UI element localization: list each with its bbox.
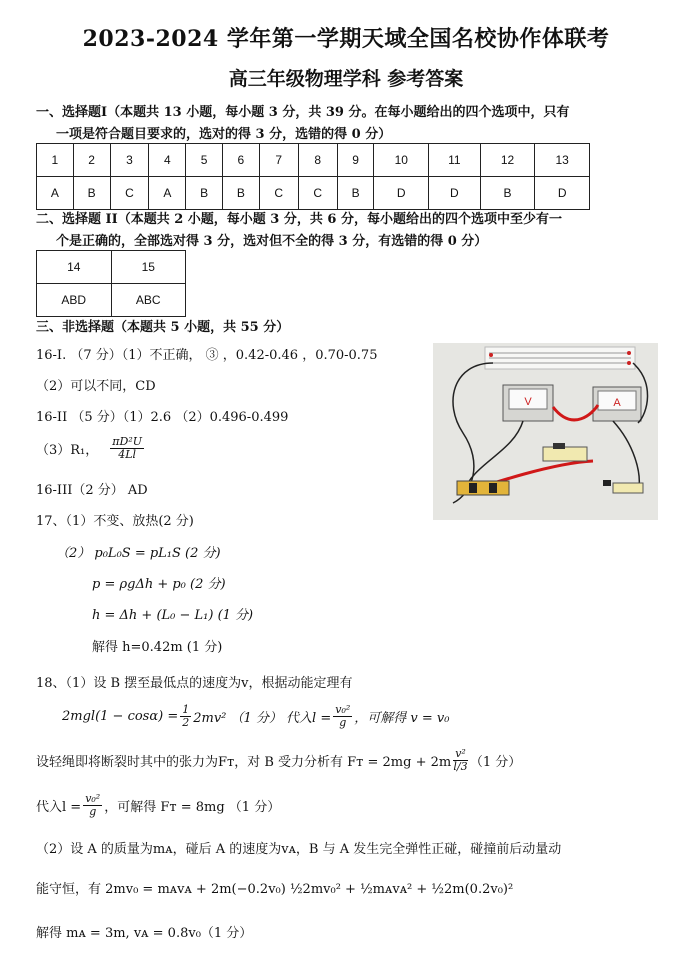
table-cell: B [73,177,110,210]
section3-heading: 三、非选择题（本题共 5 小题，共 55 分） [36,320,290,335]
table-cell: 4 [149,144,186,177]
ammeter [593,387,641,421]
table-cell: A [149,177,186,210]
table-cell: 14 [37,251,112,284]
table-cell: B [480,177,535,210]
q18-eq1 [62,704,450,729]
table-cell: 9 [337,144,374,177]
q18-line6: 解得 mᴀ = 3m, vᴀ = 0.8v₀（1 分） [36,926,253,941]
table-cell: C [110,177,149,210]
q17-eq1: （2） p₀L₀S = pL₁S (2 分) [56,546,221,561]
table-cell: D [374,177,429,210]
q18-line3-prefix: 代入l = [36,800,82,815]
table-cell: 2 [73,144,110,177]
fraction-denominator: g [339,716,347,729]
section1-number-row [37,144,590,177]
section1-heading-line1: 一、选择题I（本题共 13 小题，每小题 3 分，共 39 分。在每小题给出的四个选项中，只有 [36,105,570,120]
voltmeter [503,385,553,421]
fraction-numerator: v² [455,747,466,760]
svg-text:V: V [524,396,532,408]
table-cell: B [186,177,223,210]
table-cell: 13 [535,144,590,177]
section2-number-row [37,251,186,284]
fraction-denominator: 2 [182,716,190,729]
table-cell: 12 [480,144,535,177]
section2-answer-row [37,284,186,317]
q18-eq1-right: 2mv² （1 分） 代入l = [193,711,332,726]
table-cell: C [298,177,337,210]
q18-eq1-left: 2mgl(1 − cosα) = [62,709,179,724]
table-cell: D [535,177,590,210]
table-cell: 5 [186,144,223,177]
q18-line4: （2）设 A 的质量为mᴀ，碰后 A 的速度为vᴀ，B 与 A 发生完全弹性正碰，碰撞前后动量动 [36,842,562,857]
experiment-photo [433,343,658,520]
fraction-denominator: g [89,805,97,818]
section1-answer-table [36,143,590,210]
q17-line1: 17、（1）不变、放热(2 分) [36,514,194,529]
table-cell: B [337,177,374,210]
q18-line2-tail: （1 分） [469,755,522,770]
q18-line2-text: 设轻绳即将断裂时其中的张力为Fᴛ，对 B 受力分析有 Fᴛ = 2mg + 2m [36,755,452,770]
fraction-numerator: πD²U [112,435,143,448]
q16-ii-fraction [110,436,144,461]
table-cell: 15 [111,251,186,284]
table-cell: A [37,177,74,210]
page-subtitle: 高三年级物理学科 参考答案 [228,68,464,90]
q18-eq1-half [180,704,191,729]
q18-eq1-l-fraction [333,704,352,729]
q17-eq4: 解得 h=0.42m (1 分) [92,640,223,655]
page-title: 2023-2024 学年第一学期天域全国名校协作体联考 [82,26,610,52]
q18-eq1-tail: ，可解得 v = v₀ [354,711,450,726]
section1-answer-row [37,177,590,210]
section1-heading-line2: 一项是符合题目要求的，选对的得 3 分，选错的得 0 分） [56,127,392,142]
fraction-numerator: v₀² [85,792,101,805]
q16-ii-line2 [36,436,146,461]
q16-ii-line1: 16-II （5 分）（1）2.6 （2）0.496-0.499 [36,410,289,425]
q18-line1: 18、（1）设 B 摆至最低点的速度为v，根据动能定理有 [36,676,353,691]
section2-heading-line2: 个是正确的，全部选对得 3 分，选对但不全的得 3 分，有选错的得 0 分） [56,234,488,249]
table-cell: B [223,177,260,210]
fraction-numerator: 1 [182,703,190,716]
q17-eq3: h = Δh + (L₀ − L₁) (1 分) [92,608,254,623]
section2-heading-line1: 二、选择题 II（本题共 2 小题，每小题 3 分，共 6 分，每小题给出的四个选项中至少有一 [36,212,562,227]
table-cell: 8 [298,144,337,177]
table-cell: D [429,177,481,210]
q18-line5: 能守恒，有 2mv₀ = mᴀvᴀ + 2m(−0.2v₀) ½2mv₀² + ½mᴀvᴀ² + ½2m(0.2v₀)² [36,882,514,897]
q17-eq2: p = ρgΔh + p₀ (2 分) [92,577,226,592]
table-cell: 10 [374,144,429,177]
fraction-denominator: 4Ll [118,448,137,461]
table-cell: ABC [111,284,186,317]
q16-ii-prefix: （3）R₁， [36,443,99,458]
battery-pack [457,481,509,495]
table-cell: 1 [37,144,74,177]
table-cell: C [259,177,298,210]
q18-line3 [36,793,280,818]
section2-answer-table [36,250,186,317]
q18-line2 [36,748,521,773]
table-cell: 3 [110,144,149,177]
q16-i-line1: 16-I. （7 分）（1）不正确， ③ ，0.42-0.46 ，0.70-0.75 [36,348,378,363]
table-cell: ABD [37,284,112,317]
q18-line3-tail: ，可解得 Fᴛ = 8mg （1 分） [104,800,281,815]
wire-board [485,347,635,369]
table-cell: 11 [429,144,481,177]
table-cell: 7 [259,144,298,177]
svg-text:A: A [613,397,621,409]
q18-line2-fraction [453,748,468,773]
table-cell: 6 [223,144,260,177]
q18-line3-fraction [83,793,102,818]
q16-iii-line: 16-III（2 分） AD [36,483,148,498]
fraction-numerator: v₀² [335,703,351,716]
fraction-denominator: l/3 [453,760,468,773]
q16-i-line2: （2）可以不同，CD [36,379,156,394]
